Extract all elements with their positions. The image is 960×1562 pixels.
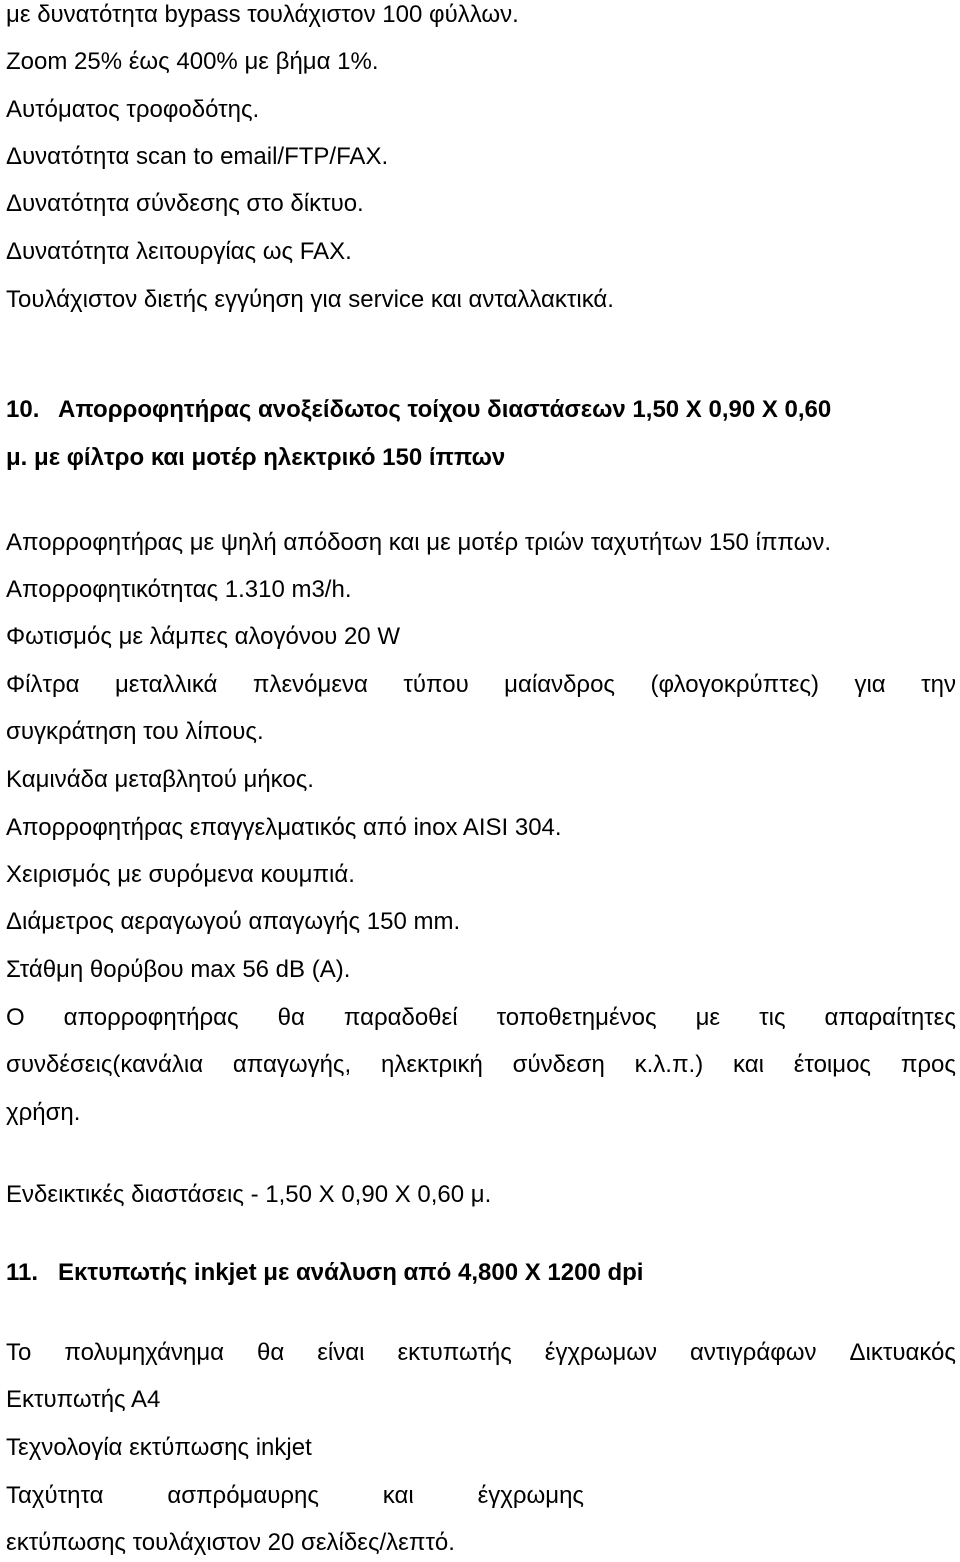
delivery-line xyxy=(6,1051,956,1079)
word: απαραίτητες xyxy=(824,1004,956,1031)
text-line: Zoom 25% έως 400% με βήμα 1%. xyxy=(6,48,379,75)
word: κ.λ.π.) xyxy=(634,1051,704,1078)
word: με xyxy=(695,1004,721,1031)
word: απαγωγής, xyxy=(232,1051,352,1078)
word: έγχρωμης xyxy=(477,1482,584,1509)
word: τύπου xyxy=(403,671,469,698)
word: τις xyxy=(759,1004,786,1031)
word: την xyxy=(921,671,956,698)
word: και xyxy=(733,1051,764,1078)
text-line: Δυνατότητα λειτουργίας ως FAX. xyxy=(6,238,352,265)
text-line: Διάμετρος αεραγωγού απαγωγής 150 mm. xyxy=(6,908,461,935)
word: παραδοθεί xyxy=(343,1004,458,1031)
text-line: συγκράτηση του λίπους. xyxy=(6,718,264,745)
word: τοποθετημένος xyxy=(496,1004,657,1031)
word: πολυμηχάνημα xyxy=(64,1339,225,1366)
word: έτοιμος xyxy=(793,1051,871,1078)
text-line: Εκτυπωτής Α4 xyxy=(6,1386,161,1413)
word: (φλογοκρύπτες) xyxy=(650,671,819,698)
text-line: Απορροφητικότητας 1.310 m3/h. xyxy=(6,576,352,603)
text-line: Χειρισμός με συρόμενα κουμπιά. xyxy=(6,861,355,888)
word: ασπρόμαυρης xyxy=(167,1482,319,1509)
text-line: Τεχνολογία εκτύπωσης inkjet xyxy=(6,1434,312,1461)
word: και xyxy=(382,1482,414,1509)
text-line: Απορροφητήρας επαγγελματικός από inox AISI 304. xyxy=(6,814,562,841)
text-line: Αυτόματος τροφοδότης. xyxy=(6,96,260,123)
text-line: με δυνατότητα bypass τουλάχιστον 100 φύλλων. xyxy=(6,1,519,28)
section-number: 11. xyxy=(6,1259,39,1286)
word: εκτυπωτής xyxy=(397,1339,512,1366)
warranty-line: Τουλάχιστον διετής εγγύηση για service και ανταλλακτικά. xyxy=(6,286,614,313)
delivery-line xyxy=(6,1004,956,1032)
word: μεταλλικά xyxy=(114,671,218,698)
section-10-heading-cont: μ. με φίλτρο και μοτέρ ηλεκτρικό 150 ίππων xyxy=(6,444,506,471)
word: σύνδεση xyxy=(512,1051,605,1078)
word: έγχρωμων xyxy=(544,1339,658,1366)
word: Φίλτρα xyxy=(6,671,80,698)
text-line: Απορροφητήρας με ψηλή απόδοση και με μοτέρ τριών ταχυτήτων 150 ίππων. xyxy=(6,529,832,556)
word: μαίανδρος xyxy=(504,671,615,698)
filters-line xyxy=(6,671,956,699)
word: θα xyxy=(257,1339,285,1366)
text-line: Στάθμη θορύβου max 56 dB (A). xyxy=(6,956,351,983)
section-number: 10. xyxy=(6,396,40,423)
section-title: Εκτυπωτής inkjet με ανάλυση από 4,800 Χ 1200 dpi xyxy=(58,1259,644,1286)
section-10-heading xyxy=(6,396,831,424)
dimensions-line: Ενδεικτικές διαστάσεις - 1,50 Χ 0,90 Χ 0,60 μ. xyxy=(6,1181,492,1208)
intro-line xyxy=(6,1339,956,1367)
word: αντιγράφων xyxy=(689,1339,817,1366)
word: προς xyxy=(900,1051,956,1078)
word: Ο xyxy=(6,1004,25,1031)
text-line: εκτύπωσης τουλάχιστον 20 σελίδες/λεπτό. xyxy=(6,1529,455,1556)
word: απορροφητήρας xyxy=(63,1004,239,1031)
text-line: Φωτισμός με λάμπες αλογόνου 20 W xyxy=(6,623,400,650)
text-line: Δυνατότητα scan to email/FTP/FAX. xyxy=(6,143,389,170)
word: Το xyxy=(6,1339,32,1366)
speed-line xyxy=(6,1482,584,1510)
word: Ταχύτητα xyxy=(6,1482,104,1509)
word: είναι xyxy=(317,1339,365,1366)
word: συνδέσεις(κανάλια xyxy=(6,1051,204,1078)
text-line: Δυνατότητα σύνδεσης στο δίκτυο. xyxy=(6,190,364,217)
section-11-heading xyxy=(6,1259,643,1287)
word: για xyxy=(854,671,886,698)
text-line: Καμινάδα μεταβλητού μήκος. xyxy=(6,766,314,793)
word: ηλεκτρική xyxy=(380,1051,483,1078)
word: Δικτυακός xyxy=(849,1339,956,1366)
section-title: Απορροφητήρας ανοξείδωτος τοίχου διαστάσεων 1,50 Χ 0,90 Χ 0,60 xyxy=(58,396,832,423)
word: θα xyxy=(277,1004,305,1031)
text-line: χρήση. xyxy=(6,1099,81,1126)
word: πλενόμενα xyxy=(252,671,368,698)
